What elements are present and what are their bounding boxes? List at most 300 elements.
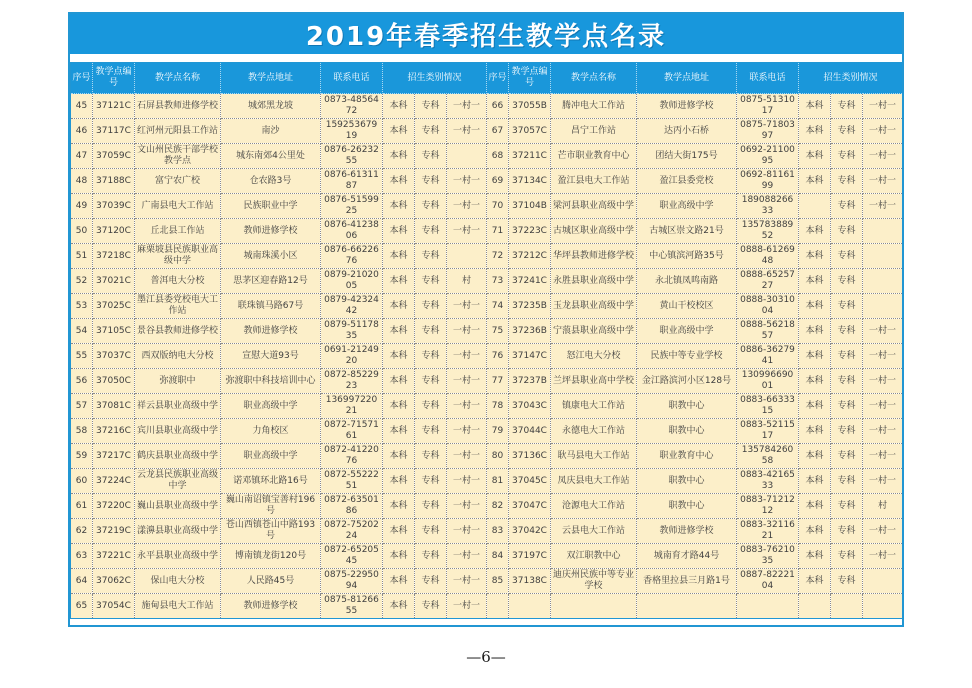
- row-number: 84: [487, 544, 509, 569]
- row-number: 50: [71, 219, 93, 244]
- phone: 0872-8522923: [321, 369, 383, 394]
- point-name: 镇康电大工作站: [551, 394, 637, 419]
- point-code: 37221C: [93, 544, 135, 569]
- point-address: 博南镇龙街120号: [221, 544, 321, 569]
- phone: 0888-6525727: [737, 269, 799, 294]
- col-header-point-address: 教学点地址: [637, 63, 737, 94]
- point-code: 37021C: [93, 269, 135, 294]
- category-zhuanke: 专科: [415, 144, 447, 169]
- category-zhuanke: 专科: [831, 244, 863, 269]
- point-name: 西双版纳电大分校: [135, 344, 221, 369]
- point-name: 云县电大工作站: [551, 519, 637, 544]
- row-number: 55: [71, 344, 93, 369]
- col-header-point-name: 教学点名称: [551, 63, 637, 94]
- point-code: 37224C: [93, 469, 135, 494]
- row-number: 71: [487, 219, 509, 244]
- phone: 0872-6350186: [321, 494, 383, 519]
- phone: 0692-2110095: [737, 144, 799, 169]
- row-number: 68: [487, 144, 509, 169]
- point-code: 37223C: [509, 219, 551, 244]
- table-row: [71, 319, 903, 344]
- point-code: 37220C: [93, 494, 135, 519]
- category-benke: 本科: [799, 494, 831, 519]
- category-yicunyi: 一村一: [863, 419, 903, 444]
- category-benke: [799, 194, 831, 219]
- table-row: [71, 544, 903, 569]
- category-benke: 本科: [383, 319, 415, 344]
- table-row: [71, 419, 903, 444]
- category-benke: 本科: [383, 544, 415, 569]
- category-zhuanke: 专科: [831, 319, 863, 344]
- row-number: 81: [487, 469, 509, 494]
- table-row: [71, 169, 903, 194]
- category-benke: 本科: [799, 244, 831, 269]
- category-benke: 本科: [799, 119, 831, 144]
- phone: 0883-6633315: [737, 394, 799, 419]
- point-name: 云龙县民族职业高级中学: [135, 469, 221, 494]
- category-yicunyi: [447, 244, 487, 269]
- category-zhuanke: 专科: [831, 119, 863, 144]
- row-number: 56: [71, 369, 93, 394]
- point-code: 37117C: [93, 119, 135, 144]
- category-yicunyi: 一村一: [863, 369, 903, 394]
- row-number: 61: [71, 494, 93, 519]
- point-code: 37025C: [93, 294, 135, 319]
- phone: 0887-8222104: [737, 569, 799, 594]
- category-yicunyi: 一村一: [863, 194, 903, 219]
- point-code: 37138C: [509, 569, 551, 594]
- point-code: 37054C: [93, 594, 135, 619]
- category-yicunyi: 一村一: [447, 219, 487, 244]
- point-code: 37188C: [93, 169, 135, 194]
- point-address: 人民路45号: [221, 569, 321, 594]
- phone: 0873-4856472: [321, 94, 383, 119]
- point-address: 达丙小石桥: [637, 119, 737, 144]
- category-yicunyi: 一村一: [863, 344, 903, 369]
- point-name: 昌宁工作站: [551, 119, 637, 144]
- phone: 0876-6622676: [321, 244, 383, 269]
- row-number: 63: [71, 544, 93, 569]
- table-row: [71, 369, 903, 394]
- category-benke: 本科: [383, 144, 415, 169]
- category-zhuanke: 专科: [831, 344, 863, 369]
- point-address: [637, 594, 737, 619]
- point-name: 双江职教中心: [551, 544, 637, 569]
- point-code: 37197C: [509, 544, 551, 569]
- category-zhuanke: 专科: [415, 419, 447, 444]
- category-zhuanke: 专科: [831, 269, 863, 294]
- phone: 0876-6131187: [321, 169, 383, 194]
- category-benke: [799, 594, 831, 619]
- point-address: 弥渡职中科技培训中心: [221, 369, 321, 394]
- category-zhuanke: 专科: [831, 394, 863, 419]
- row-number: 59: [71, 444, 93, 469]
- category-benke: 本科: [383, 419, 415, 444]
- row-number: 73: [487, 269, 509, 294]
- category-yicunyi: 一村一: [863, 169, 903, 194]
- table-body: [71, 94, 903, 619]
- category-benke: 本科: [383, 469, 415, 494]
- category-yicunyi: [863, 219, 903, 244]
- point-code: 37037C: [93, 344, 135, 369]
- col-header-point-address: 教学点地址: [221, 63, 321, 94]
- row-number: 82: [487, 494, 509, 519]
- point-code: 37120C: [93, 219, 135, 244]
- row-number: [487, 594, 509, 619]
- row-number: 83: [487, 519, 509, 544]
- point-address: 城东南郊4公里处: [221, 144, 321, 169]
- col-header-phone: 联系电话: [737, 63, 799, 94]
- point-address: 城南育才路44号: [637, 544, 737, 569]
- row-number: 76: [487, 344, 509, 369]
- point-name: 巍山县职业高级中学: [135, 494, 221, 519]
- point-name: 宁蒗县职业高级中学: [551, 319, 637, 344]
- point-address: 仓农路3号: [221, 169, 321, 194]
- row-number: 49: [71, 194, 93, 219]
- category-yicunyi: [447, 144, 487, 169]
- category-yicunyi: 一村一: [863, 94, 903, 119]
- point-name: 怒江电大分校: [551, 344, 637, 369]
- category-benke: 本科: [799, 269, 831, 294]
- teaching-points-table: [70, 62, 903, 619]
- category-yicunyi: 一村一: [863, 119, 903, 144]
- category-benke: 本科: [383, 444, 415, 469]
- category-yicunyi: 一村一: [447, 494, 487, 519]
- row-number: 85: [487, 569, 509, 594]
- col-header-categories: 招生类别情况: [383, 63, 487, 94]
- category-benke: 本科: [383, 494, 415, 519]
- table-row: [71, 394, 903, 419]
- point-code: 37055B: [509, 94, 551, 119]
- point-code: 37134C: [509, 169, 551, 194]
- category-yicunyi: 一村一: [863, 469, 903, 494]
- point-code: 37104B: [509, 194, 551, 219]
- col-header-point-code: 教学点编号: [509, 63, 551, 94]
- point-address: 职教中心: [637, 419, 737, 444]
- phone: 0883-4216533: [737, 469, 799, 494]
- phone: 0888-5621857: [737, 319, 799, 344]
- category-yicunyi: 村: [863, 494, 903, 519]
- category-zhuanke: 专科: [415, 94, 447, 119]
- point-name: 祥云县职业高级中学: [135, 394, 221, 419]
- phone: 0876-4123806: [321, 219, 383, 244]
- category-yicunyi: 一村一: [447, 369, 487, 394]
- category-yicunyi: 一村一: [447, 594, 487, 619]
- point-address: 职业高级中学: [221, 394, 321, 419]
- point-address: 教师进修学校: [221, 594, 321, 619]
- point-address: 民族职业中学: [221, 194, 321, 219]
- category-benke: 本科: [383, 369, 415, 394]
- category-zhuanke: 专科: [831, 194, 863, 219]
- category-benke: 本科: [799, 519, 831, 544]
- point-name: 芒市职业教育中心: [551, 144, 637, 169]
- point-name: 景谷县教师进修学校: [135, 319, 221, 344]
- point-name: 永德电大工作站: [551, 419, 637, 444]
- category-benke: 本科: [383, 519, 415, 544]
- row-number: 45: [71, 94, 93, 119]
- category-yicunyi: [863, 594, 903, 619]
- point-address: 职教中心: [637, 394, 737, 419]
- phone: 13578388952: [737, 219, 799, 244]
- category-benke: 本科: [799, 144, 831, 169]
- point-code: 37236B: [509, 319, 551, 344]
- category-zhuanke: 专科: [415, 494, 447, 519]
- point-code: 37042C: [509, 519, 551, 544]
- row-number: 52: [71, 269, 93, 294]
- phone: 0875-5131017: [737, 94, 799, 119]
- phone: 0872-4122076: [321, 444, 383, 469]
- point-address: 职教中心: [637, 469, 737, 494]
- phone: 15925367919: [321, 119, 383, 144]
- point-name: 兰坪县职业高中学校: [551, 369, 637, 394]
- point-name: 保山电大分校: [135, 569, 221, 594]
- table-row: [71, 344, 903, 369]
- row-number: 57: [71, 394, 93, 419]
- table-row: [71, 519, 903, 544]
- point-address: 香格里拉县三月路1号: [637, 569, 737, 594]
- category-benke: 本科: [383, 244, 415, 269]
- phone: 0876-2623255: [321, 144, 383, 169]
- point-name: 永胜县职业高级中学: [551, 269, 637, 294]
- point-address: 巍山南诏镇宝善村196号: [221, 494, 321, 519]
- table-row: [71, 244, 903, 269]
- row-number: 66: [487, 94, 509, 119]
- category-zhuanke: 专科: [415, 369, 447, 394]
- category-benke: 本科: [383, 594, 415, 619]
- point-code: 37218C: [93, 244, 135, 269]
- row-number: 60: [71, 469, 93, 494]
- point-name: 墨江县委党校电大工作站: [135, 294, 221, 319]
- table-row: [71, 569, 903, 594]
- point-name: 广南县电大工作站: [135, 194, 221, 219]
- row-number: 54: [71, 319, 93, 344]
- title-bar: [70, 14, 902, 56]
- table-row: [71, 269, 903, 294]
- phone: 0872-5522251: [321, 469, 383, 494]
- category-benke: 本科: [383, 119, 415, 144]
- row-number: 69: [487, 169, 509, 194]
- point-name: 施甸县电大工作站: [135, 594, 221, 619]
- table-row: [71, 594, 903, 619]
- row-number: 79: [487, 419, 509, 444]
- category-benke: 本科: [799, 419, 831, 444]
- category-zhuanke: 专科: [415, 319, 447, 344]
- point-code: 37212C: [509, 244, 551, 269]
- category-yicunyi: 一村一: [447, 319, 487, 344]
- point-name: 宾川县职业高级中学: [135, 419, 221, 444]
- phone: 0886-3627941: [737, 344, 799, 369]
- point-name: 文山州民族干部学校教学点: [135, 144, 221, 169]
- point-name: 迪庆州民族中等专业学校: [551, 569, 637, 594]
- category-benke: 本科: [799, 544, 831, 569]
- category-zhuanke: 专科: [831, 469, 863, 494]
- point-address: 教师进修学校: [221, 219, 321, 244]
- category-zhuanke: 专科: [415, 269, 447, 294]
- category-yicunyi: 一村一: [863, 394, 903, 419]
- col-header-row-number: 序号: [487, 63, 509, 94]
- category-zhuanke: 专科: [415, 119, 447, 144]
- row-number: 67: [487, 119, 509, 144]
- category-yicunyi: 一村一: [447, 569, 487, 594]
- point-address: 思茅区迎春路12号: [221, 269, 321, 294]
- phone: 18908826633: [737, 194, 799, 219]
- category-benke: 本科: [383, 294, 415, 319]
- content-frame: [68, 12, 904, 627]
- category-zhuanke: 专科: [415, 519, 447, 544]
- point-name: 丘北县工作站: [135, 219, 221, 244]
- category-zhuanke: 专科: [415, 569, 447, 594]
- row-number: 77: [487, 369, 509, 394]
- category-yicunyi: 一村一: [447, 294, 487, 319]
- point-name: 漾濞县职业高级中学: [135, 519, 221, 544]
- phone: 0883-7121212: [737, 494, 799, 519]
- phone: 0875-2295094: [321, 569, 383, 594]
- phone: 0875-7180397: [737, 119, 799, 144]
- point-address: 职教中心: [637, 494, 737, 519]
- point-name: 麻栗坡县民族职业高级中学: [135, 244, 221, 269]
- point-code: 37105C: [93, 319, 135, 344]
- category-yicunyi: [863, 269, 903, 294]
- category-benke: 本科: [799, 219, 831, 244]
- row-number: 46: [71, 119, 93, 144]
- category-yicunyi: 一村一: [447, 444, 487, 469]
- point-code: 37241C: [509, 269, 551, 294]
- row-number: 70: [487, 194, 509, 219]
- point-address: 苍山西镇苍山中路193号: [221, 519, 321, 544]
- phone: 13099669001: [737, 369, 799, 394]
- point-code: 37217C: [93, 444, 135, 469]
- point-code: 37050C: [93, 369, 135, 394]
- point-code: 37039C: [93, 194, 135, 219]
- point-code: 37235B: [509, 294, 551, 319]
- category-benke: 本科: [799, 294, 831, 319]
- category-zhuanke: 专科: [415, 344, 447, 369]
- point-address: 中心镇滨河路35号: [637, 244, 737, 269]
- point-name: 梁河县职业高级中学: [551, 194, 637, 219]
- phone: 0691-2124920: [321, 344, 383, 369]
- point-code: 37147C: [509, 344, 551, 369]
- point-address: 团结大街175号: [637, 144, 737, 169]
- page-number: —6—: [466, 648, 506, 666]
- category-zhuanke: 专科: [415, 219, 447, 244]
- table-row: [71, 444, 903, 469]
- row-number: 48: [71, 169, 93, 194]
- category-yicunyi: 一村一: [447, 169, 487, 194]
- row-number: 47: [71, 144, 93, 169]
- point-name: 凤庆县电大工作站: [551, 469, 637, 494]
- category-benke: 本科: [799, 394, 831, 419]
- point-address: 职业高级中学: [637, 319, 737, 344]
- point-code: 37059C: [93, 144, 135, 169]
- category-zhuanke: 专科: [831, 94, 863, 119]
- category-yicunyi: 一村一: [447, 469, 487, 494]
- row-number: 58: [71, 419, 93, 444]
- point-name: 弥渡职中: [135, 369, 221, 394]
- category-yicunyi: 一村一: [447, 194, 487, 219]
- category-yicunyi: 村: [447, 269, 487, 294]
- table-header: [71, 63, 903, 94]
- category-zhuanke: 专科: [831, 544, 863, 569]
- phone: [737, 594, 799, 619]
- point-name: 红河州元阳县工作站: [135, 119, 221, 144]
- category-benke: 本科: [799, 569, 831, 594]
- row-number: 65: [71, 594, 93, 619]
- point-address: 城南珠溪小区: [221, 244, 321, 269]
- point-address: 教师进修学校: [637, 94, 737, 119]
- category-benke: 本科: [799, 369, 831, 394]
- category-zhuanke: 专科: [831, 144, 863, 169]
- category-zhuanke: 专科: [831, 294, 863, 319]
- category-yicunyi: 一村一: [447, 94, 487, 119]
- point-address: 民族中等专业学校: [637, 344, 737, 369]
- table-row: [71, 144, 903, 169]
- phone: 0872-7520224: [321, 519, 383, 544]
- category-benke: 本科: [383, 194, 415, 219]
- category-zhuanke: 专科: [831, 219, 863, 244]
- point-address: 宣慰大道93号: [221, 344, 321, 369]
- category-zhuanke: 专科: [415, 444, 447, 469]
- table-row: [71, 219, 903, 244]
- phone: 0876-5159925: [321, 194, 383, 219]
- point-address: 职业高级中学: [221, 444, 321, 469]
- point-name: 腾冲电大工作站: [551, 94, 637, 119]
- phone: 0692-8116199: [737, 169, 799, 194]
- point-code: [509, 594, 551, 619]
- point-address: 职业高级中学: [637, 194, 737, 219]
- category-benke: 本科: [799, 319, 831, 344]
- point-code: 37044C: [509, 419, 551, 444]
- phone: 0883-3211621: [737, 519, 799, 544]
- row-number: 62: [71, 519, 93, 544]
- col-header-point-name: 教学点名称: [135, 63, 221, 94]
- point-code: 37047C: [509, 494, 551, 519]
- row-number: 51: [71, 244, 93, 269]
- category-zhuanke: 专科: [415, 469, 447, 494]
- point-code: 37211C: [509, 144, 551, 169]
- category-benke: 本科: [383, 394, 415, 419]
- point-code: 37062C: [93, 569, 135, 594]
- row-number: 80: [487, 444, 509, 469]
- row-number: 75: [487, 319, 509, 344]
- point-name: 石屏县教师进修学校: [135, 94, 221, 119]
- point-name: 永平县职业高级中学: [135, 544, 221, 569]
- point-address: 力角校区: [221, 419, 321, 444]
- point-code: 37081C: [93, 394, 135, 419]
- phone: 0872-7157161: [321, 419, 383, 444]
- point-code: 37136C: [509, 444, 551, 469]
- point-address: 金江路滨河小区128号: [637, 369, 737, 394]
- category-zhuanke: 专科: [831, 369, 863, 394]
- point-code: 37043C: [509, 394, 551, 419]
- row-number: 78: [487, 394, 509, 419]
- category-zhuanke: 专科: [831, 419, 863, 444]
- table-row: [71, 194, 903, 219]
- point-name: [551, 594, 637, 619]
- category-zhuanke: 专科: [415, 544, 447, 569]
- phone: 0888-3031004: [737, 294, 799, 319]
- category-benke: 本科: [799, 344, 831, 369]
- category-zhuanke: 专科: [831, 444, 863, 469]
- category-yicunyi: 一村一: [447, 344, 487, 369]
- phone: 0875-8126655: [321, 594, 383, 619]
- table-row: [71, 294, 903, 319]
- point-name: 鹤庆县职业高级中学: [135, 444, 221, 469]
- category-benke: 本科: [799, 169, 831, 194]
- category-yicunyi: 一村一: [447, 394, 487, 419]
- point-name: 耿马县电大工作站: [551, 444, 637, 469]
- point-name: 盈江县电大工作站: [551, 169, 637, 194]
- phone: 0879-2102005: [321, 269, 383, 294]
